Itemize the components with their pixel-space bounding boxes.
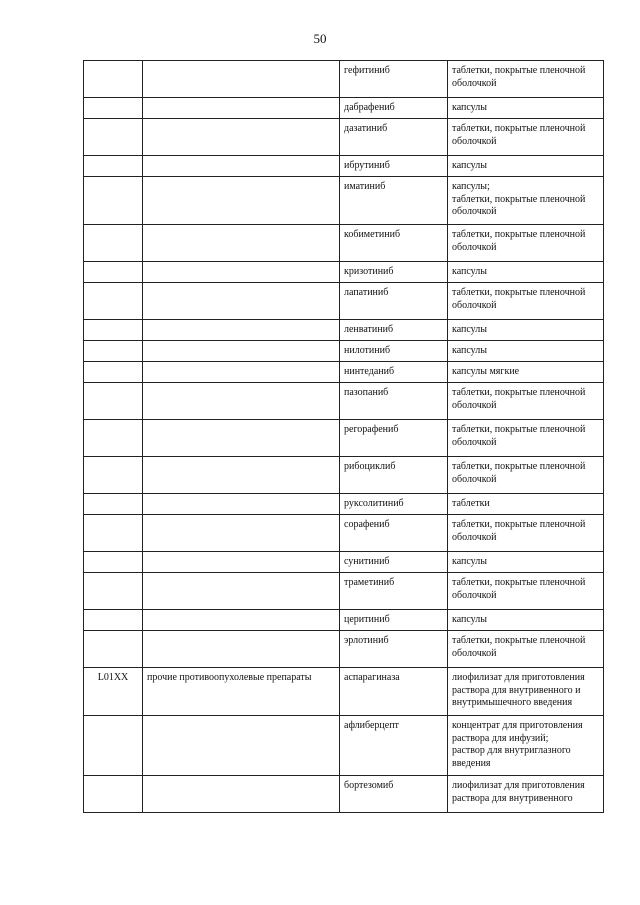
dosage-form-cell: капсулы: [448, 98, 604, 119]
atc-group-cell: [143, 610, 340, 631]
atc-group-cell: [143, 156, 340, 177]
drug-name-cell: пазопаниб: [340, 383, 448, 420]
atc-group-cell: [143, 119, 340, 156]
drug-name-cell: сунитиниб: [340, 552, 448, 573]
atc-group-cell: прочие противоопухолевые препараты: [143, 668, 340, 716]
table-row: [84, 98, 604, 119]
drug-name-cell: дазатиниб: [340, 119, 448, 156]
atc-group-cell: [143, 420, 340, 457]
dosage-form-cell: концентрат для приготовления раствора для инфузий; раствор для внутриглазного введения: [448, 716, 604, 776]
atc-group-cell: [143, 494, 340, 515]
atc-code-cell: [84, 320, 143, 341]
table-row: [84, 341, 604, 362]
dosage-form-cell: таблетки, покрытые пленочной оболочкой: [448, 631, 604, 668]
dosage-form-cell: лиофилизат для приготовления раствора для внутривенного: [448, 776, 604, 813]
drug-name-cell: дабрафениб: [340, 98, 448, 119]
table-row: [84, 457, 604, 494]
drug-name-cell: регорафениб: [340, 420, 448, 457]
dosage-form-cell: капсулы: [448, 320, 604, 341]
atc-group-cell: [143, 98, 340, 119]
table-row: [84, 156, 604, 177]
drug-name-cell: кобиметиниб: [340, 225, 448, 262]
atc-code-cell: [84, 494, 143, 515]
dosage-form-cell: таблетки, покрытые пленочной оболочкой: [448, 573, 604, 610]
atc-code-cell: [84, 177, 143, 225]
table-row: [84, 362, 604, 383]
dosage-form-cell: таблетки, покрытые пленочной оболочкой: [448, 283, 604, 320]
atc-code-cell: [84, 225, 143, 262]
drug-name-cell: кризотиниб: [340, 262, 448, 283]
atc-group-cell: [143, 716, 340, 776]
atc-group-cell: [143, 320, 340, 341]
dosage-form-cell: таблетки, покрытые пленочной оболочкой: [448, 420, 604, 457]
drug-name-cell: гефитиниб: [340, 61, 448, 98]
atc-group-cell: [143, 515, 340, 552]
dosage-form-cell: лиофилизат для приготовления раствора для внутривенного и внутримышечного введения: [448, 668, 604, 716]
table-row: [84, 383, 604, 420]
dosage-form-cell: таблетки, покрытые пленочной оболочкой: [448, 119, 604, 156]
table-row: [84, 61, 604, 98]
drug-name-cell: нинтеданиб: [340, 362, 448, 383]
table-row: [84, 716, 604, 776]
table-row: [84, 668, 604, 716]
atc-group-cell: [143, 552, 340, 573]
drug-name-cell: руксолитиниб: [340, 494, 448, 515]
dosage-form-cell: капсулы: [448, 156, 604, 177]
atc-code-cell: [84, 262, 143, 283]
atc-code-cell: [84, 420, 143, 457]
dosage-form-cell: таблетки, покрытые пленочной оболочкой: [448, 383, 604, 420]
dosage-form-cell: таблетки, покрытые пленочной оболочкой: [448, 515, 604, 552]
atc-code-cell: [84, 383, 143, 420]
page-number: 50: [313, 31, 327, 46]
atc-code-cell: [84, 98, 143, 119]
table-row: [84, 225, 604, 262]
atc-code-cell: L01XX: [84, 668, 143, 716]
atc-code-cell: [84, 362, 143, 383]
table-row: [84, 177, 604, 225]
atc-group-cell: [143, 362, 340, 383]
atc-group-cell: [143, 225, 340, 262]
atc-group-cell: [143, 383, 340, 420]
dosage-form-cell: капсулы: [448, 341, 604, 362]
atc-group-cell: [143, 341, 340, 362]
drug-name-cell: траметиниб: [340, 573, 448, 610]
drug-table-body: [84, 61, 604, 813]
atc-group-cell: [143, 573, 340, 610]
atc-code-cell: [84, 61, 143, 98]
drug-name-cell: иматиниб: [340, 177, 448, 225]
atc-group-cell: [143, 776, 340, 813]
atc-group-cell: [143, 262, 340, 283]
atc-code-cell: [84, 283, 143, 320]
drug-table: [83, 60, 604, 813]
drug-name-cell: афлиберцепт: [340, 716, 448, 776]
atc-code-cell: [84, 457, 143, 494]
drug-name-cell: ибрутиниб: [340, 156, 448, 177]
drug-name-cell: бортезомиб: [340, 776, 448, 813]
drug-name-cell: нилотиниб: [340, 341, 448, 362]
atc-code-cell: [84, 341, 143, 362]
table-row: [84, 262, 604, 283]
drug-name-cell: рибоциклиб: [340, 457, 448, 494]
atc-code-cell: [84, 631, 143, 668]
table-row: [84, 320, 604, 341]
table-row: [84, 119, 604, 156]
atc-group-cell: [143, 631, 340, 668]
atc-group-cell: [143, 283, 340, 320]
dosage-form-cell: таблетки, покрытые пленочной оболочкой: [448, 61, 604, 98]
drug-name-cell: церитиниб: [340, 610, 448, 631]
table-row: [84, 494, 604, 515]
atc-group-cell: [143, 177, 340, 225]
atc-code-cell: [84, 610, 143, 631]
atc-code-cell: [84, 156, 143, 177]
dosage-form-cell: капсулы: [448, 262, 604, 283]
atc-code-cell: [84, 119, 143, 156]
table-row: [84, 283, 604, 320]
dosage-form-cell: капсулы мягкие: [448, 362, 604, 383]
atc-group-cell: [143, 457, 340, 494]
atc-code-cell: [84, 552, 143, 573]
dosage-form-cell: капсулы: [448, 552, 604, 573]
dosage-form-cell: капсулы: [448, 610, 604, 631]
table-row: [84, 515, 604, 552]
drug-name-cell: аспарагиназа: [340, 668, 448, 716]
dosage-form-cell: капсулы; таблетки, покрытые пленочной оболочкой: [448, 177, 604, 225]
dosage-form-cell: таблетки, покрытые пленочной оболочкой: [448, 225, 604, 262]
atc-code-cell: [84, 776, 143, 813]
atc-code-cell: [84, 716, 143, 776]
table-row: [84, 420, 604, 457]
dosage-form-cell: таблетки, покрытые пленочной оболочкой: [448, 457, 604, 494]
dosage-form-cell: таблетки: [448, 494, 604, 515]
table-row: [84, 776, 604, 813]
table-row: [84, 573, 604, 610]
drug-name-cell: эрлотиниб: [340, 631, 448, 668]
table-row: [84, 631, 604, 668]
drug-name-cell: сорафениб: [340, 515, 448, 552]
drug-name-cell: лапатиниб: [340, 283, 448, 320]
drug-name-cell: ленватиниб: [340, 320, 448, 341]
table-row: [84, 610, 604, 631]
table-row: [84, 552, 604, 573]
atc-code-cell: [84, 515, 143, 552]
atc-group-cell: [143, 61, 340, 98]
atc-code-cell: [84, 573, 143, 610]
